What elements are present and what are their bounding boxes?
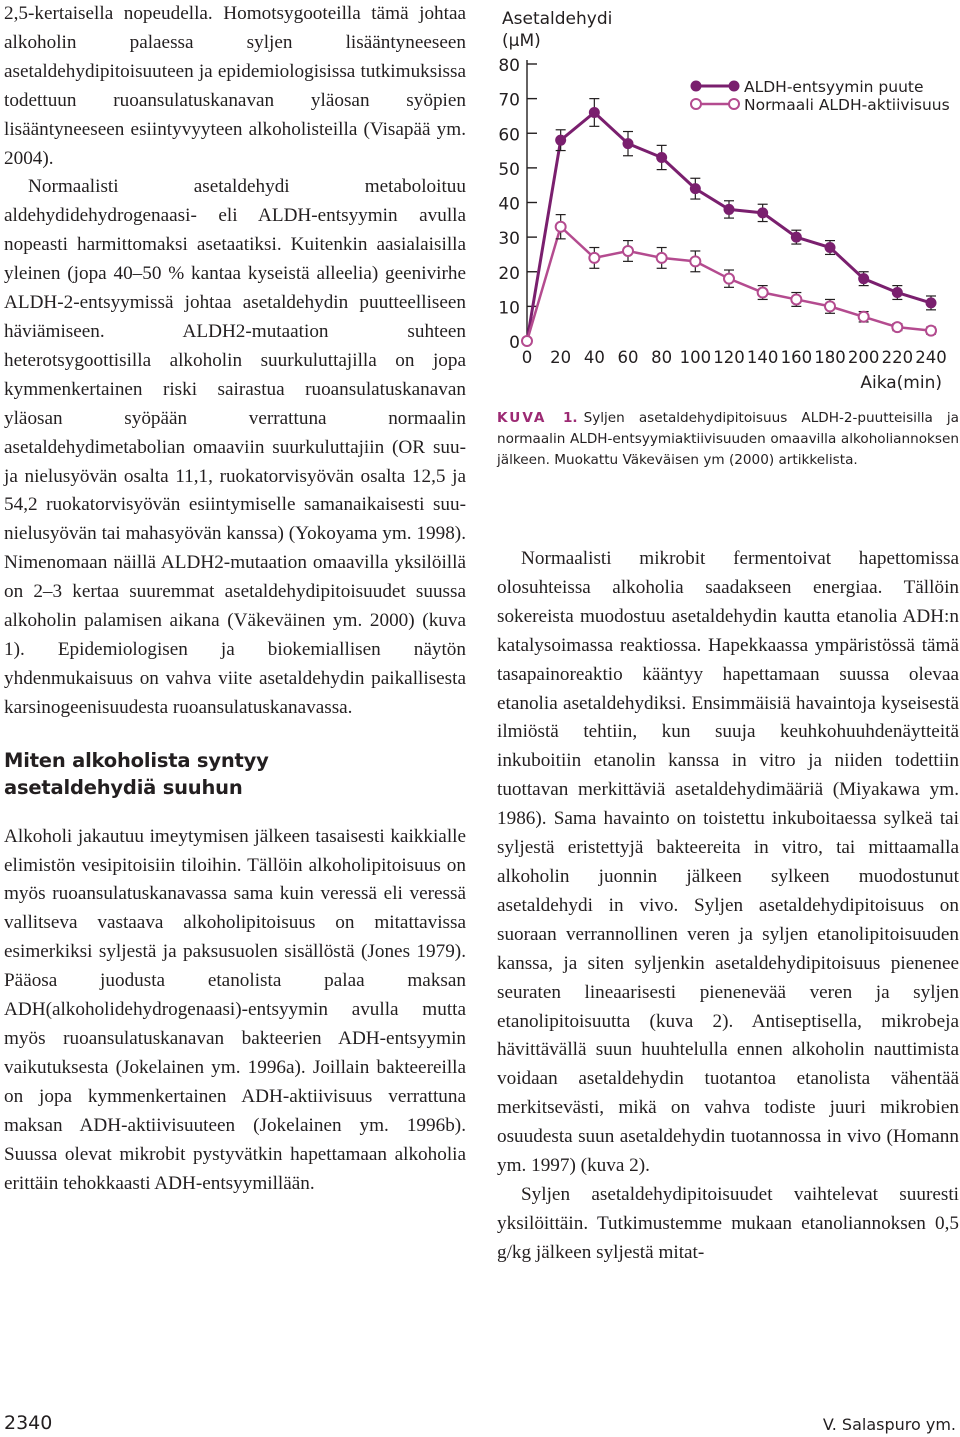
section-heading-line-2: asetaldehydiä suuhun: [4, 775, 243, 799]
section-heading-line-1: Miten alkoholista syntyy: [4, 748, 269, 772]
data-point: [623, 246, 633, 256]
data-point: [758, 288, 768, 298]
legend-marker-deficient-end: [729, 81, 740, 92]
series-normal: [522, 215, 936, 346]
x-tick-label: 160: [780, 348, 813, 367]
body-paragraph-1: 2,5-kertaisella nopeudella. Homotsygooteilla tämä johtaa alkoholin palaessa syljen lisääntyneeseen asetaldehydipitoisuuteen ja epidemiologisissa tutkimuksissa todettuun ruoansulatuskanavan yläosan syöpien lisääntyneeseen esiintyvyyteen alkoholisteilla (Visapää ym. 2004).: [4, 3, 466, 169]
data-point: [825, 301, 835, 311]
data-point: [657, 253, 667, 263]
x-tick-label: 200: [847, 348, 880, 367]
data-point: [858, 273, 869, 284]
data-point: [825, 242, 836, 253]
y-tick-label: 10: [498, 298, 520, 319]
data-point: [926, 297, 937, 308]
series-line: [527, 112, 931, 341]
y-tick-label: 80: [498, 56, 520, 76]
data-point: [859, 312, 869, 322]
data-point: [589, 107, 600, 118]
body-paragraph-4: Normaalisti mikrobit fermentoivat hapettomissa olosuhteissa alkoholia saadakseen energiaa. Tällöin sokereista muodostuu asetaldehydin kautta etanolia ADH:n katalysoimassa reaktiossa. Hapekkaassa ympäristössä tämä tasapainoreaktio kääntyy hapettamaan suussa olevaa etanolia asetaldehydiksi. Ensimmäisiä havaintoja kyseisestä ilmiöstä tehtiin, kun suuja keuhkohuuhdenäytteitä inkuboitiin etanolin kanssa in vitro ja niiden todettiin tuottavan merkittäviä asetaldehydimääriä (Miyakawa ym. 1986). Sama havainto on toistettu inkuboitaessa sylkeä tai syljestä eristettyjä bakteereita in vitro, tai mittaamalla alkoholin juonnin jälkeen sylkeen muodostunut asetaldehydi in vivo. Syljen asetaldehydipitoisuus on suoraan verrannollinen veren ja syljen etanolipitoisuuden kanssa, ja siten syljenkin asetaldehydipitoisuus pienenee seuraten lineaarisesti pienenevää veren ja syljen etanolipitoisuutta (kuva 2). Antiseptisella, mikrobeja hävittävällä suun huuhtelulla ennen alkoholin nauttimista voidaan asetaldehydin tuotantoa etanolista vähentää merkitsevästi, mikä on vahva todiste juuri mikrobien osuudesta suun asetaldehydin tuotannossa in vivo (Homann ym. 1997) (kuva 2).: [497, 548, 959, 1177]
data-point: [757, 207, 768, 218]
y-tick-label: 50: [498, 159, 520, 180]
data-point: [892, 322, 902, 332]
data-point: [724, 274, 734, 284]
x-axis-label: Aika(min): [860, 373, 942, 393]
y-tick-label: 0: [509, 333, 520, 353]
y-tick-label: 20: [498, 263, 520, 284]
x-tick-label: 40: [583, 348, 605, 367]
data-point: [589, 253, 599, 263]
x-tick-label: 220: [881, 348, 914, 367]
x-tick-label: 0: [521, 348, 533, 367]
data-point: [522, 336, 532, 346]
figure-caption: [497, 408, 959, 471]
x-tick-label: 60: [617, 348, 639, 367]
chart-legend: [691, 78, 950, 114]
x-tick-label: 80: [651, 348, 673, 367]
figure-number: 1.: [562, 410, 578, 426]
data-point: [791, 294, 801, 304]
x-tick-label: 240: [915, 348, 947, 367]
legend-label-deficient: ALDH-entsyymin puute: [744, 78, 924, 96]
x-tick-label: 120: [713, 348, 745, 367]
data-point: [892, 287, 903, 298]
acetaldehyde-chart: [490, 0, 960, 400]
section-heading: [4, 747, 466, 801]
data-point: [724, 204, 735, 215]
y-tick-label: 30: [498, 229, 520, 250]
y-axis-label-line-2: (µM): [502, 31, 541, 51]
series-deficient: [522, 99, 937, 347]
left-column: [4, 0, 466, 1198]
legend-marker-normal: [691, 99, 701, 109]
author-running-footer: V. Salaspuro ym.: [822, 1415, 956, 1434]
y-tick-label: 70: [498, 90, 520, 111]
page-number: 2340: [4, 1412, 53, 1434]
data-point: [555, 135, 566, 146]
data-point: [556, 222, 566, 232]
x-tick-label: 20: [550, 348, 572, 367]
right-column: [497, 545, 959, 1268]
x-axis-ticks: [522, 348, 947, 367]
legend-marker-normal-end: [729, 99, 739, 109]
y-tick-label: 40: [498, 194, 520, 215]
x-tick-label: 100: [679, 348, 712, 367]
legend-label-normal: Normaali ALDH-aktiivisuus: [744, 96, 950, 114]
chart-series: [522, 99, 937, 347]
figure-caption-text: Syljen asetaldehydipitoisuus ALDH-2-puutteisilla ja normaalin ALDH-entsyymiaktiivisuuden omaavilla alkoholiannoksen jälkeen. Muokattu Väkeväisen ym (2000) artikkelista.: [497, 410, 959, 468]
figure-label: [497, 410, 578, 426]
data-point: [656, 152, 667, 163]
figure-label-word: KUVA: [497, 410, 547, 426]
y-axis-label-line-1: Asetaldehydi: [502, 9, 613, 29]
data-point: [791, 232, 802, 243]
body-paragraph-3: Alkoholi jakautuu imeytymisen jälkeen tasaisesti kaikkialle elimistön vesipitoisiin tiloihin. Tällöin alkoholipitoisuus on myös ruoansulatuskanavassa sama kuin veressä eli veressä vallitseva vastaava alkoholipitoisuus on mitattavissa esimerkiksi syljestä ja paksusuolen sisällöstä (Jones 1979). Pääosa juodusta etanolista palaa maksan ADH(alkoholidehydrogenaasi)-entsyymin avulla mutta myös ruoansulatuskanavan bakteerien ADH-entsyymin vaikutuksesta (Jokelainen ym. 1996a). Joillain bakteereilla on jopa kymmenkertainen ADH-aktiivisuus verrattuna maksan ADH-aktiivisuuteen (Jokelainen ym. 1996b). Suussa olevat mikrobit pystyvätkin hapettamaan alkoholia erittäin tehokkaasti ADH-entsyymillään.: [4, 825, 466, 1194]
x-tick-label: 140: [746, 348, 779, 367]
figure-1: [490, 0, 960, 400]
data-point: [926, 326, 936, 336]
data-point: [690, 183, 701, 194]
legend-marker-deficient: [691, 81, 702, 92]
y-tick-label: 60: [498, 125, 520, 146]
body-paragraph-2: Normaalisti asetaldehydi metaboloituu aldehydidehydrogenaasi- eli ALDH-entsyymin avulla nopeasti harmittomaksi asetaatiksi. Kuitenkin aasialaisilla yleinen (jopa 40–50 % kantaa kyseistä alleelia) geenivirhe ALDH-2-entsyymissä johtaa asetaldehydin puutteelliseen häviämiseen. ALDH2-mutaation suhteen heterotsygoottisilla alkoholin suurkuluttajilla on jopa kymmenkertainen riski sairastua ruoansulatuskanavan yläosan syöpään verrattuna normaalin asetaldehydimetabolian omaaviin suurkuluttajiin (OR suu- ja nielusyövän osalta 11,1, ruokatorvisyövän osalta 12,5 ja 54,2 ruokatorvisyövän esiintymiselle samanaikaisesti suu-nielusyövän tai mahasyövän kanssa) (Yokoyama ym. 1998). Nimenomaan näillä ALDH2-mutaation omaavilla yksilöillä on 2–3 kertaa suuremmat asetaldehydipitoisuudet suussa alkoholin palamisen aikana (Väkeväinen ym. 2000) (kuva 1). Epidemiologisen ja biokemiallisen näytön yhdenmukaisuus on vahva viite asetaldehydin paikallisesta karsinogeenisuudesta ruoansulatuskanavassa.: [4, 176, 466, 718]
x-tick-label: 180: [814, 348, 846, 367]
data-point: [690, 256, 700, 266]
body-paragraph-5: Syljen asetaldehydipitoisuudet vaihtelevat suuresti yksilöittäin. Tutkimustemme mukaan etanoliannoksen 0,5 g/kg jälkeen syljestä mitat-: [497, 1183, 959, 1263]
data-point: [623, 138, 634, 149]
